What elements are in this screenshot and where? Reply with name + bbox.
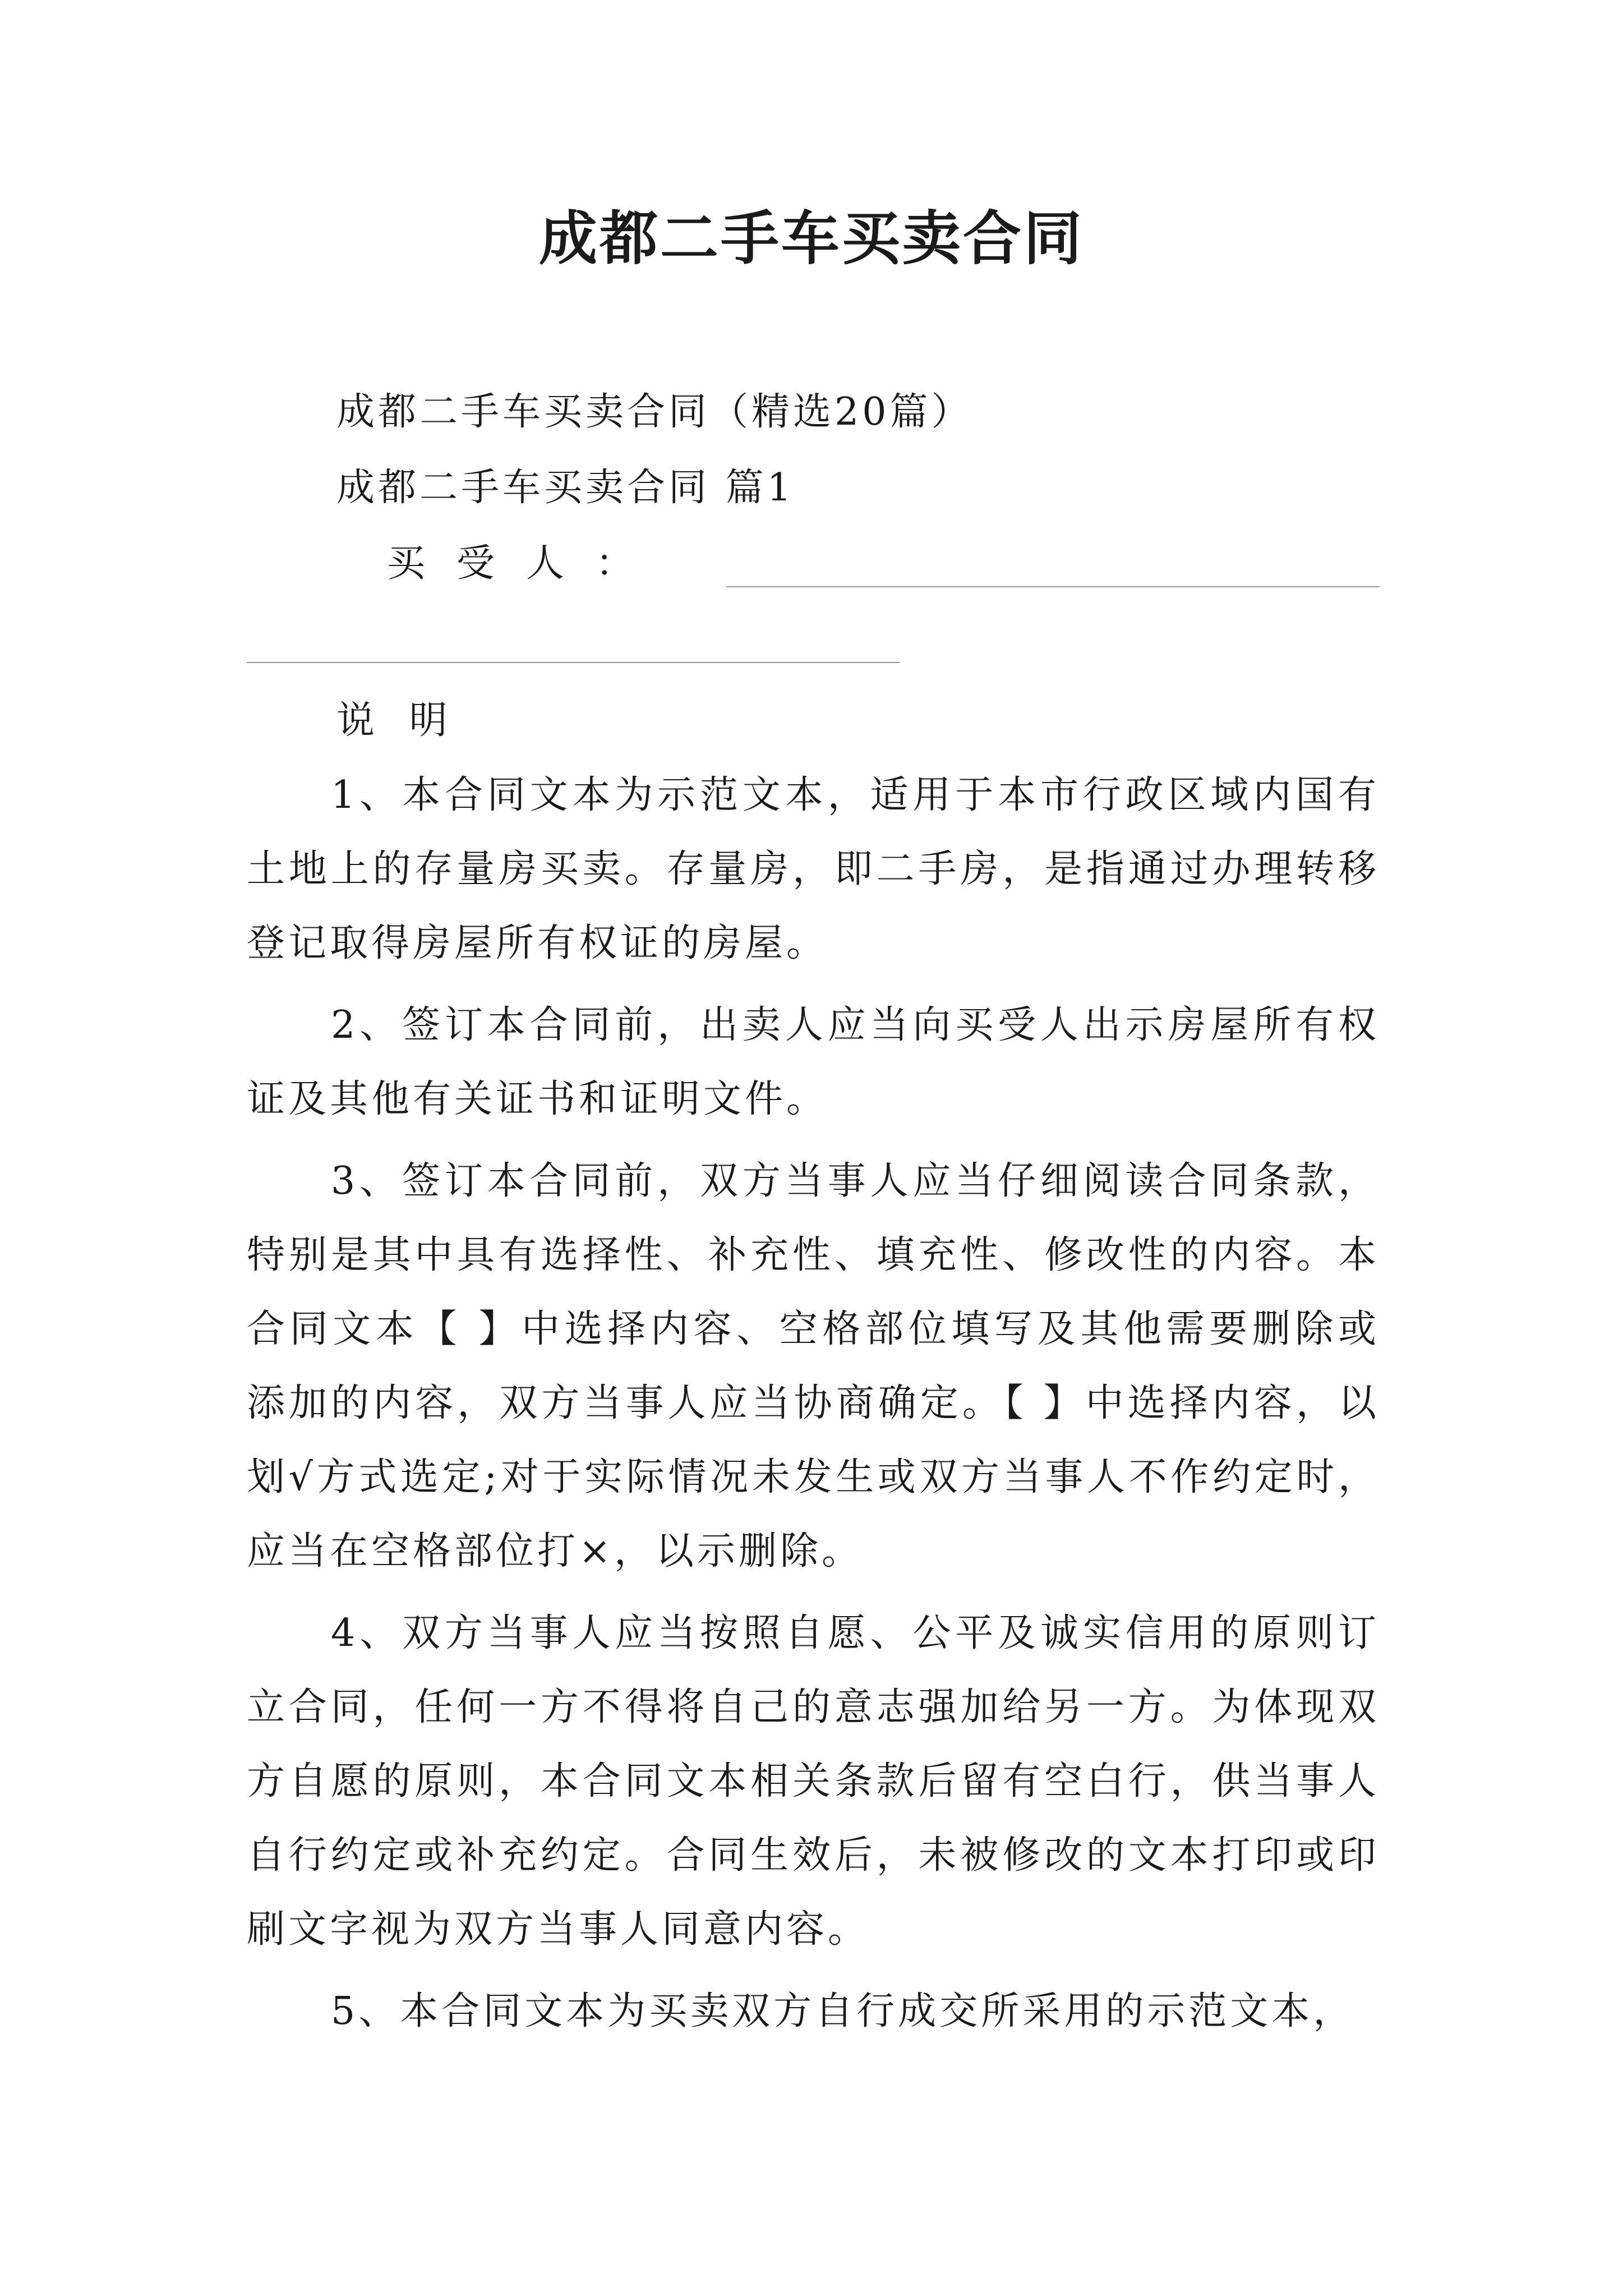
buyer-fill-line-continued: [247, 662, 900, 663]
notes-heading: 说 明: [336, 698, 459, 743]
note-paragraph-4: 4、双方当事人应当按照自愿、公平及诚实信用的原则订立合同，任何一方不得将自己的意志强加给另一方。为体现双方自愿的原则，本合同文本相关条款后留有空白行，供当事人自行约定或补充约定。合同生效后，未被修改的文本打印或印刷文字视为双方当事人同意内容。: [247, 1611, 1380, 1952]
buyer-label: 买受人：: [387, 541, 666, 586]
document-title: 成都二手车买卖合同: [538, 204, 1084, 273]
contract-notes: [247, 758, 1380, 2049]
note-paragraph-1: 1、本合同文本为示范文本，适用于本市行政区域内国有土地上的存量房买卖。存量房，即二手房，是指通过办理转移登记取得房屋所有权证的房屋。: [247, 773, 1380, 965]
section-heading: 成都二手车买卖合同 篇1: [336, 466, 795, 510]
note-paragraph-2: 2、签订本合同前，出卖人应当向买受人出示房屋所有权证及其他有关证书和证明文件。: [247, 1003, 1380, 1121]
document-subtitle: 成都二手车买卖合同（精选20篇）: [336, 390, 973, 434]
note-paragraph-5: 5、本合同文本为买卖双方自行成交所采用的示范文本，: [331, 1989, 1355, 2033]
buyer-fill-line: [726, 586, 1380, 587]
note-paragraph-3: 3、签订本合同前，双方当事人应当仔细阅读合同条款，特别是其中具有选择性、补充性、填充性、修改性的内容。本合同文本【 】中选择内容、空格部位填写及其他需要删除或添加的内容，双方当事人应当协商确定。【 】中选择内容，以划√方式选定;对于实际情况未发生或双方当事人不作约定时，应当在空格部位打×，以示删除。: [247, 1159, 1380, 1573]
